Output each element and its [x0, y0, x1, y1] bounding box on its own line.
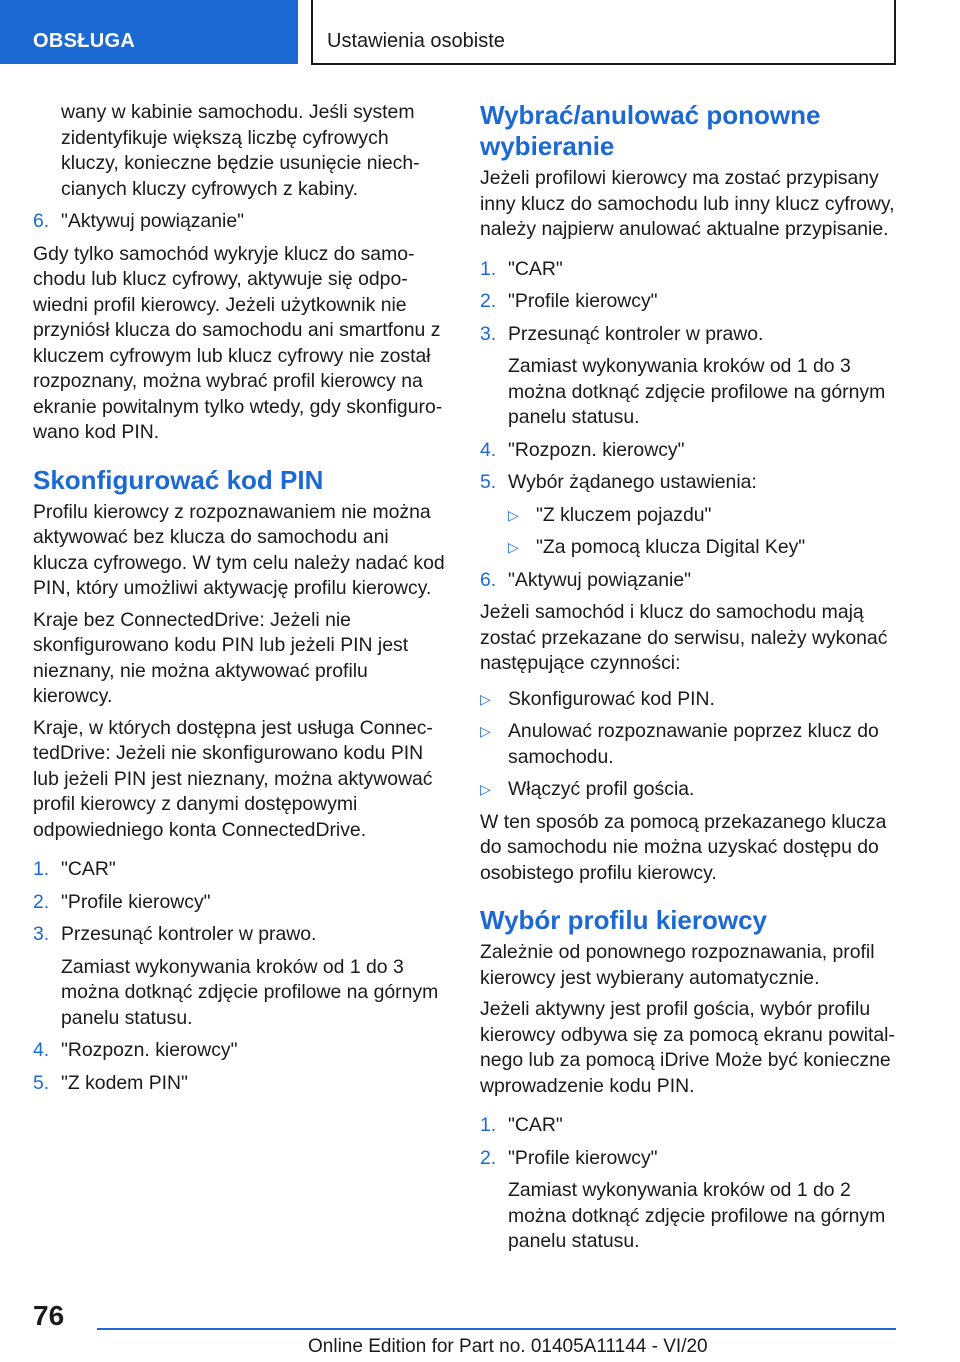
- page-number: 76: [33, 1300, 65, 1331]
- bullet-text: Anulować rozpoznawanie poprzez klucz do samochodu.: [508, 720, 879, 768]
- section-heading-pin: Skonfigurować kod PIN: [33, 464, 324, 495]
- left-column: [33, 100, 449, 1103]
- option-text: "Z kluczem pojazdu": [536, 503, 712, 526]
- list-item: [480, 289, 900, 315]
- paragraph: Profilu kierowcy z rozpoznawaniem nie można aktywować bez klucza do samochodu ani klucza cyfrowego. W tym celu należy nadać kod PIN, który umożliwi aktywację profilu kierowcy.: [33, 500, 445, 599]
- right-column: [480, 100, 900, 1262]
- step-text: Wybór żądanego ustawienia:: [508, 471, 757, 493]
- triangle-bullet-icon: ▷: [480, 723, 491, 739]
- step-number: 2.: [480, 1146, 497, 1169]
- sub-option: [480, 535, 900, 561]
- step-note: Zamiast wykonywania kroków od 1 do 3 można dotknąć zdjęcie profilowe na górnym panelu statusu.: [508, 355, 886, 428]
- paragraph: Jeżeli profilowi kierowcy ma zostać przypisany inny klucz do samochodu lub inny klucz cyfrowy, należy najpierw anulować aktualne przypisanie.: [480, 167, 895, 240]
- edition-note: Online Edition for Part no. 01405A11144 - VI/20: [308, 1336, 708, 1357]
- step-text: "Profile kierowcy": [508, 1146, 658, 1169]
- chapter-header: [311, 0, 896, 65]
- step-note: Zamiast wykonywania kroków od 1 do 3 można dotknąć zdjęcie profilowe na górnym panelu statusu.: [61, 955, 439, 1029]
- section-title: OBSŁUGA: [33, 30, 136, 52]
- section-heading-reselect: Wybrać/anulować ponowne wybieranie: [480, 100, 821, 161]
- step-text: "Aktywuj powiązanie": [61, 210, 244, 232]
- list-item: [33, 209, 449, 235]
- step-number: 6.: [480, 568, 497, 591]
- step-number: 2.: [33, 890, 50, 913]
- paragraph: W ten sposób za pomocą przekazanego klucza do samochodu nie można uzyskać dostępu do osobistego profilu kierowcy.: [480, 810, 887, 884]
- step-text: "Z kodem PIN": [61, 1071, 188, 1094]
- footer-divider: [97, 1328, 896, 1330]
- step-number: 3.: [480, 322, 497, 345]
- step-text: "Rozpozn. kierowcy": [61, 1039, 238, 1061]
- paragraph: Jeżeli samochód i klucz do samochodu mają zostać przekazane do serwisu, należy wykonać następujące czynności:: [480, 601, 888, 674]
- list-item: [480, 1113, 900, 1139]
- bullet-item: [480, 777, 900, 803]
- triangle-bullet-icon: ▷: [480, 781, 491, 797]
- step-number: 6.: [33, 210, 50, 232]
- triangle-bullet-icon: ▷: [508, 506, 519, 523]
- step-number: 3.: [33, 923, 50, 945]
- step-number: 1.: [480, 257, 497, 280]
- section-tab: [0, 0, 298, 64]
- step-text: "Profile kierowcy": [61, 890, 211, 913]
- list-item: [480, 470, 900, 496]
- step-text: "CAR": [508, 257, 563, 280]
- paragraph: Kraje, w których dostępna jest usługa ConnectedDrive: Jeżeli nie skonfigurowano kodu PIN lub jeżeli PIN jest nieznany, można aktywować profil kierowcy z danymi dostępowymi odpowiedniego konta ConnectedDrive.: [33, 716, 433, 841]
- bullet-text: Skonfigurować kod PIN.: [508, 687, 715, 710]
- list-item: [480, 1146, 900, 1172]
- step-text: "Aktywuj powiązanie": [508, 568, 691, 591]
- triangle-bullet-icon: ▷: [480, 690, 491, 707]
- list-item: [480, 322, 900, 348]
- step-text: "CAR": [508, 1114, 563, 1136]
- paragraph: Zależnie od ponownego rozpoznawania, profil kierowcy jest wybierany automatycznie.: [480, 941, 875, 989]
- list-item: [33, 922, 449, 948]
- step-number: 1.: [33, 858, 50, 880]
- option-text: "Za pomocą klucza Digital Key": [536, 536, 806, 558]
- bullet-item: [480, 719, 900, 770]
- step-text: "Rozpozn. kierowcy": [508, 438, 685, 461]
- list-item: [33, 1071, 449, 1097]
- bullet-text: Włączyć profil gościa.: [508, 778, 695, 800]
- triangle-bullet-icon: ▷: [508, 539, 519, 555]
- step-number: 4.: [33, 1039, 50, 1061]
- step-note: Zamiast wykonywania kroków od 1 do 2 można dotknąć zdjęcie profilowe na górnym panelu statusu.: [508, 1179, 886, 1252]
- step-text: "Profile kierowcy": [508, 290, 658, 312]
- list-item: [480, 438, 900, 464]
- list-item: [33, 1038, 449, 1064]
- step-number: 5.: [33, 1071, 50, 1094]
- step-text: Przesunąć kontroler w prawo.: [61, 923, 317, 945]
- step-text: "CAR": [61, 858, 116, 880]
- list-item: [480, 257, 900, 283]
- step-number: 4.: [480, 438, 497, 461]
- list-item: [480, 568, 900, 594]
- bullet-item: [480, 687, 900, 713]
- section-heading-select-profile: Wybór profilu kierowcy: [480, 905, 768, 935]
- paragraph: Kraje bez ConnectedDrive: Jeżeli nie skonfigurowano kodu PIN lub jeżeli PIN jest nieznany, nie można aktywować profilu kierowcy.: [33, 608, 409, 707]
- sub-option: [480, 503, 900, 529]
- intro-continuation: wany w kabinie samochodu. Jeśli system zidentyfikuje większą liczbę cyfrowych kluczy, konieczne będzie usunięcie niechcianych kluczy cyfrowych z kabiny.: [61, 101, 420, 200]
- paragraph: Gdy tylko samochód wykryje klucz do samochodu lub klucz cyfrowy, aktywuje się odpowiedni profil kierowcy. Jeżeli użytkownik nie przyniósł klucza do samochodu ani smartfonu z kluczem cyfrowym lub klucz cyfrowy nie został rozpoznany, można wybrać profil kierowcy na ekranie powitalnym tylko wtedy, gdy skonfigurowano kod PIN.: [33, 242, 443, 443]
- step-text: Przesunąć kontroler w prawo.: [508, 322, 764, 345]
- paragraph: Jeżeli aktywny jest profil gościa, wybór profilu kierowcy odbywa się za pomocą ekranu powitalnego lub za pomocą iDrive Może być konieczne wprowadzenie kodu PIN.: [480, 998, 895, 1097]
- step-number: 2.: [480, 290, 497, 312]
- chapter-title: Ustawienia osobiste: [327, 30, 505, 52]
- step-number: 5.: [480, 471, 497, 493]
- step-number: 1.: [480, 1114, 497, 1136]
- list-item: [33, 890, 449, 916]
- list-item: [33, 857, 449, 883]
